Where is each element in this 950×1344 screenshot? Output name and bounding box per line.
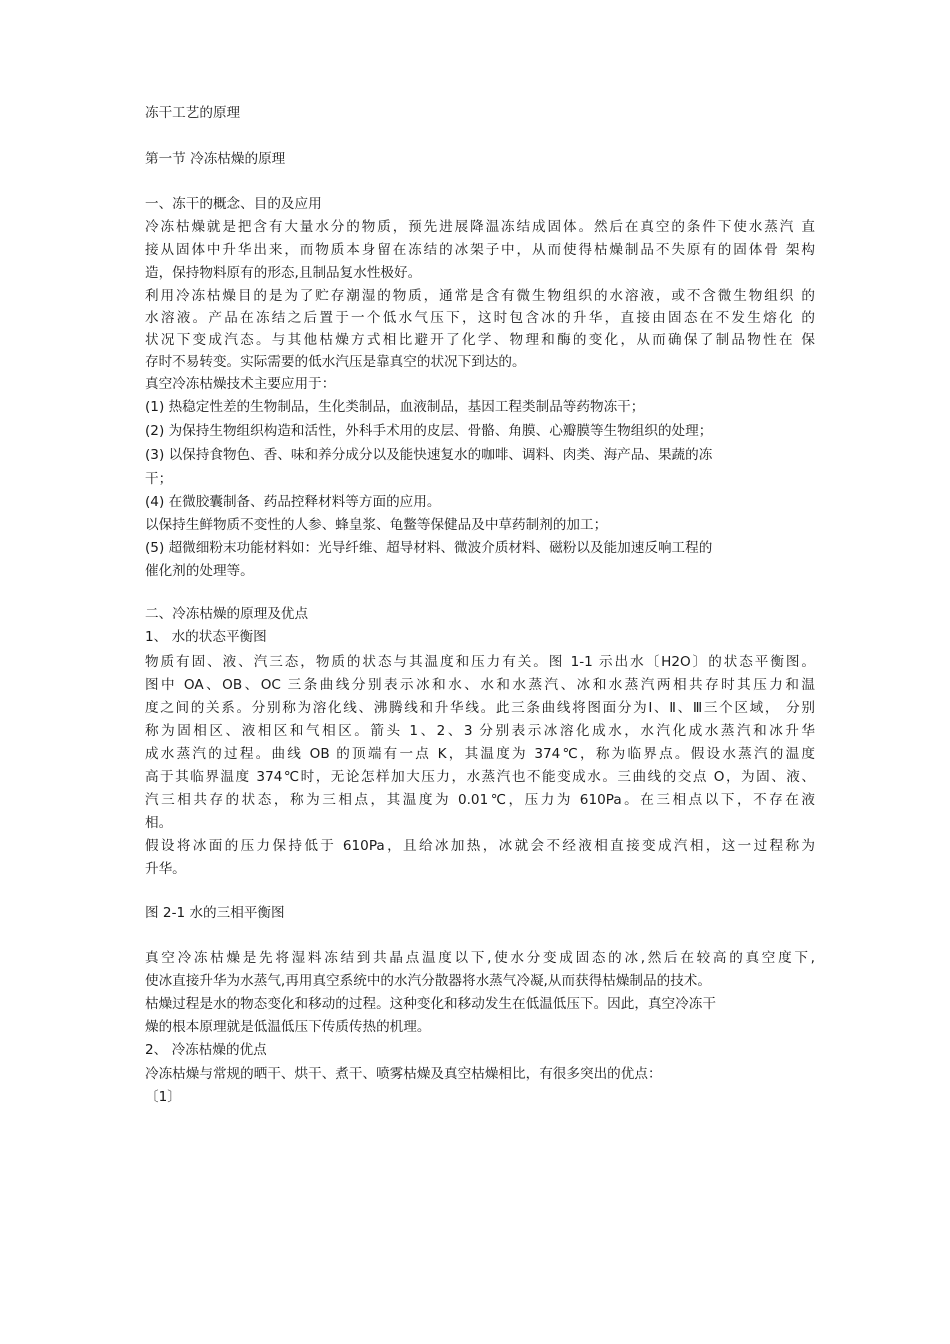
figure-caption: 图 2-1 水的三相平衡图 (145, 905, 285, 921)
phase-line: 高于其临界温度 374℃时，无论怎样加大压力，水蒸汽也不能变成水。三曲线的交点 O，为固、液、 (145, 769, 815, 785)
advantages-intro: 冷冻枯燥与常规的晒干、烘干、煮干、喷雾枯燥及真空枯燥相比，有很多突出的优点： (145, 1066, 662, 1082)
section-title: 第一节 冷冻枯燥的原理 (145, 151, 286, 167)
principle-line: 使冰直接升华为水蒸气,再用真空系统中的水汽分散器将水蒸气冷凝,从而获得枯燥制品的技术。 (145, 973, 711, 989)
part2-heading: 二、冷冻枯燥的原理及优点 (145, 606, 309, 622)
purpose-line: 水溶液。产品在冻结之后置于一个低水气压下，这时包含冰的升华，直接由固态在不发生熔化 的 (145, 310, 815, 326)
definition-line: 造，保持物料原有的形态,且制品复水性极好。 (145, 265, 422, 281)
principle-line: 燥的根本原理就是低温低压下传质传热的机理。 (145, 1019, 431, 1035)
application-item: 以保持生鲜物质不变性的人参、蜂皇浆、龟鳖等保健品及中草药制剂的加工； (145, 517, 608, 533)
application-item: (5) 超微细粉末功能材料如：光导纤维、超导材料、微波介质材料、磁粉以及能加速反响工程的 (145, 540, 713, 556)
definition-line: 接从固体中升华出来，而物质本身留在冻结的冰架子中，从而使得枯燥制品不失原有的固体骨 架构 (145, 242, 815, 258)
applications-intro: 真空冷冻枯燥技术主要应用于： (145, 376, 336, 392)
application-item: (2) 为保持生物组织构造和活性，外科手术用的皮层、骨骼、角膜、心瓣膜等生物组织的处理； (145, 423, 713, 439)
application-item: (3) 以保持食物色、香、味和养分成分以及能快速复水的咖啡、调料、肉类、海产品、果蔬的冻 (145, 447, 713, 463)
sublimation-line: 假设将冰面的压力保持低于 610Pa，且给冰加热，冰就会不经液相直接变成汽相，这一过程称为 (145, 838, 815, 854)
phase-line: 图中 OA、OB、OC 三条曲线分别表示冰和水、水和水蒸汽、冰和水蒸汽两相共存时其压力和温 (145, 677, 815, 693)
phase-line: 度之间的关系。分别称为溶化线、沸腾线和升华线。此三条曲线将图面分为Ⅰ、Ⅱ、Ⅲ三个区域， 分别 (145, 700, 815, 716)
principle-line: 枯燥过程是水的物态变化和移动的过程。这种变化和移动发生在低温低压下。因此，真空冷冻干 (145, 996, 716, 1012)
document-title: 冻干工艺的原理 (145, 105, 241, 121)
definition-line: 冷冻枯燥就是把含有大量水分的物质，预先进展降温冻结成固体。然后在真空的条件下使水蒸汽 直 (145, 219, 815, 235)
subsection-heading: 2、 冷冻枯燥的优点 (145, 1042, 267, 1058)
phase-line: 称为固相区、液相区和气相区。箭头 1、2、3 分别表示冰溶化成水，水汽化成水蒸汽和冰升华 (145, 723, 815, 739)
sublimation-line: 升华。 (145, 861, 186, 877)
part1-heading: 一、冻干的概念、目的及应用 (145, 196, 322, 212)
application-item: 催化剂的处理等。 (145, 563, 254, 579)
purpose-line: 状况下变成汽态。与其他枯燥方式相比避开了化学、物理和酶的变化，从而确保了制品物性在 保 (145, 332, 815, 348)
application-item: (1) 热稳定性差的生物制品，生化类制品，血液制品，基因工程类制品等药物冻干； (145, 399, 645, 415)
application-item: 干； (145, 471, 173, 487)
phase-line: 相。 (145, 815, 173, 831)
advantage-item: 〔1〕 (145, 1089, 181, 1105)
phase-line: 汽三相共存的状态，称为三相点，其温度为 0.01℃，压力为 610Pa。在三相点以下，不存在液 (145, 792, 815, 808)
purpose-line: 存时不易转变。实际需要的低水汽压是靠真空的状况下到达的。 (145, 354, 526, 370)
subsection-heading: 1、 水的状态平衡图 (145, 629, 267, 645)
application-item: (4) 在微胶囊制备、药品控释材料等方面的应用。 (145, 494, 441, 510)
principle-line: 真空冷冻枯燥是先将湿料冻结到共晶点温度以下,使水分变成固态的冰,然后在较高的真空度下, (145, 950, 815, 966)
purpose-line: 利用冷冻枯燥目的是为了贮存潮湿的物质，通常是含有微生物组织的水溶液，或不含微生物组织 的 (145, 288, 815, 304)
phase-line: 成水蒸汽的过程。曲线 OB 的顶端有一点 K，其温度为 374℃，称为临界点。假设水蒸汽的温度 (145, 746, 815, 762)
phase-line: 物质有固、液、汽三态，物质的状态与其温度和压力有关。图 1-1 示出水〔H2O〕的状态平衡图。 (145, 654, 815, 670)
